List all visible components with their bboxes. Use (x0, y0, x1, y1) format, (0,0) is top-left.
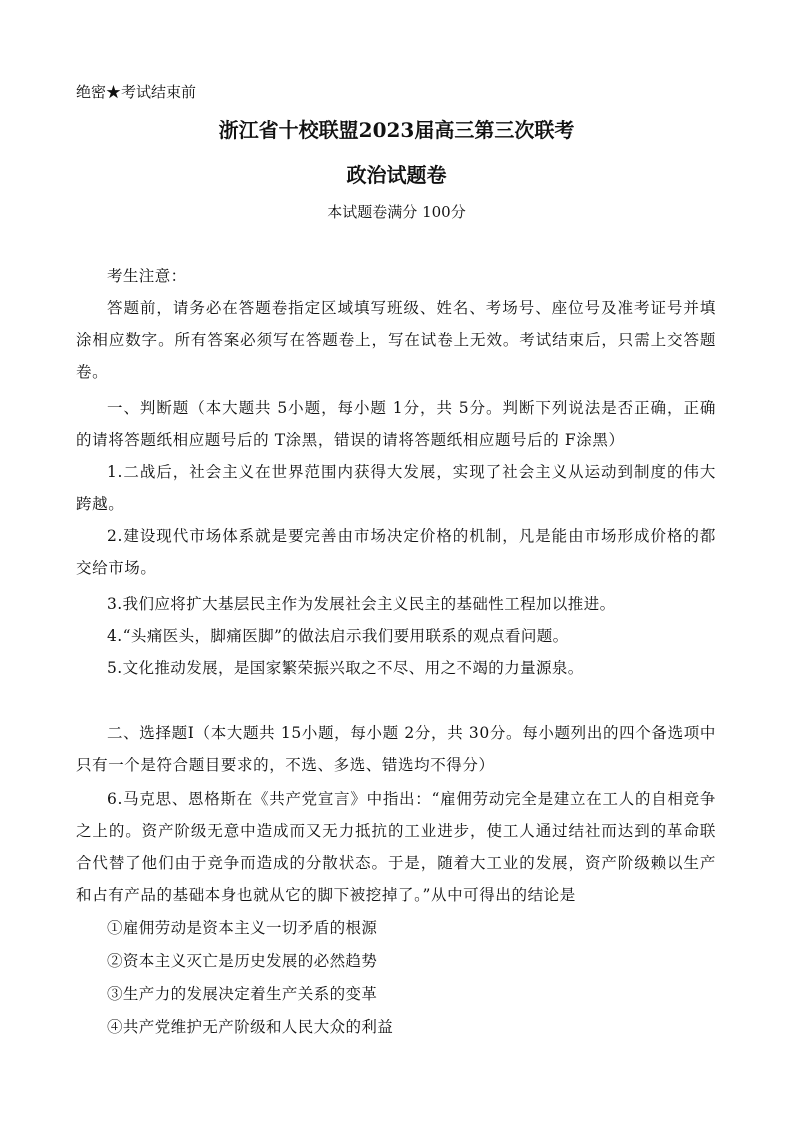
section1-heading: 一、判断题（本大题共 5小题，每小题 1分，共 5分。判断下列说法是否正确，正确的请将答题纸相应题号后的 T涂黑，错误的请将答题纸相应题号后的 F涂黑） (76, 399, 716, 449)
question-4: 4.“头痛医头，脚痛医脚”的做法启示我们要用联系的观点看问题。 (107, 627, 569, 645)
confidential-mark: 绝密★考试结束前 (76, 83, 197, 101)
exam-title: 浙江省十校联盟2023届高三第三次联考 (218, 118, 575, 142)
section2-heading: 二、选择题Ⅰ（本大题共 15小题，每小题 2分，共 30分。每小题列出的四个备选项中只有一个是符合题目要求的，不选、多选、错选均不得分） (76, 724, 716, 774)
question-5: 5.文化推动发展，是国家繁荣振兴取之不尽、用之不竭的力量源泉。 (107, 659, 584, 677)
question-3: 3.我们应将扩大基层民主作为发展社会主义民主的基础性工程加以推进。 (107, 595, 616, 613)
question-6-option-2: ②资本主义灭亡是历史发展的必然趋势 (107, 952, 378, 970)
question-1: 1.二战后，社会主义在世界范围内获得大发展，实现了社会主义从运动到制度的伟大跨越。 (76, 463, 716, 513)
full-score-note: 本试题卷满分 100分 (327, 203, 466, 221)
question-2: 2.建设现代市场体系就是要完善由市场决定价格的机制，凡是能由市场形成价格的都交给市场。 (76, 527, 716, 577)
notice-text: 答题前，请务必在答题卷指定区域填写班级、姓名、考场号、座位号及准考证号并填涂相应数字。所有答案必须写在答题卷上，写在试卷上无效。考试结束后，只需上交答题卷。 (76, 299, 716, 381)
question-6-option-3: ③生产力的发展决定着生产关系的变革 (107, 985, 378, 1003)
notice-heading: 考生注意： (107, 267, 187, 285)
question-6-option-1: ①雇佣劳动是资本主义一切矛盾的根源 (107, 919, 378, 937)
question-6-option-4: ④共产党维护无产阶级和人民大众的利益 (107, 1018, 394, 1036)
question-6-stem: 6.马克思、恩格斯在《共产党宣言》中指出：“雇佣劳动完全是建立在工人的自相竞争之上的。资产阶级无意中造成而又无力抵抗的工业进步，使工人通过结社而达到的革命联合代替了他们由于竞争而造成的分散状态。于是，随着大工业的发展，资产阶级赖以生产和占有产品的基础本身也就从它的脚下被挖掉了。”从中可得出的结论是 (76, 790, 716, 904)
exam-subtitle: 政治试题卷 (346, 163, 447, 187)
